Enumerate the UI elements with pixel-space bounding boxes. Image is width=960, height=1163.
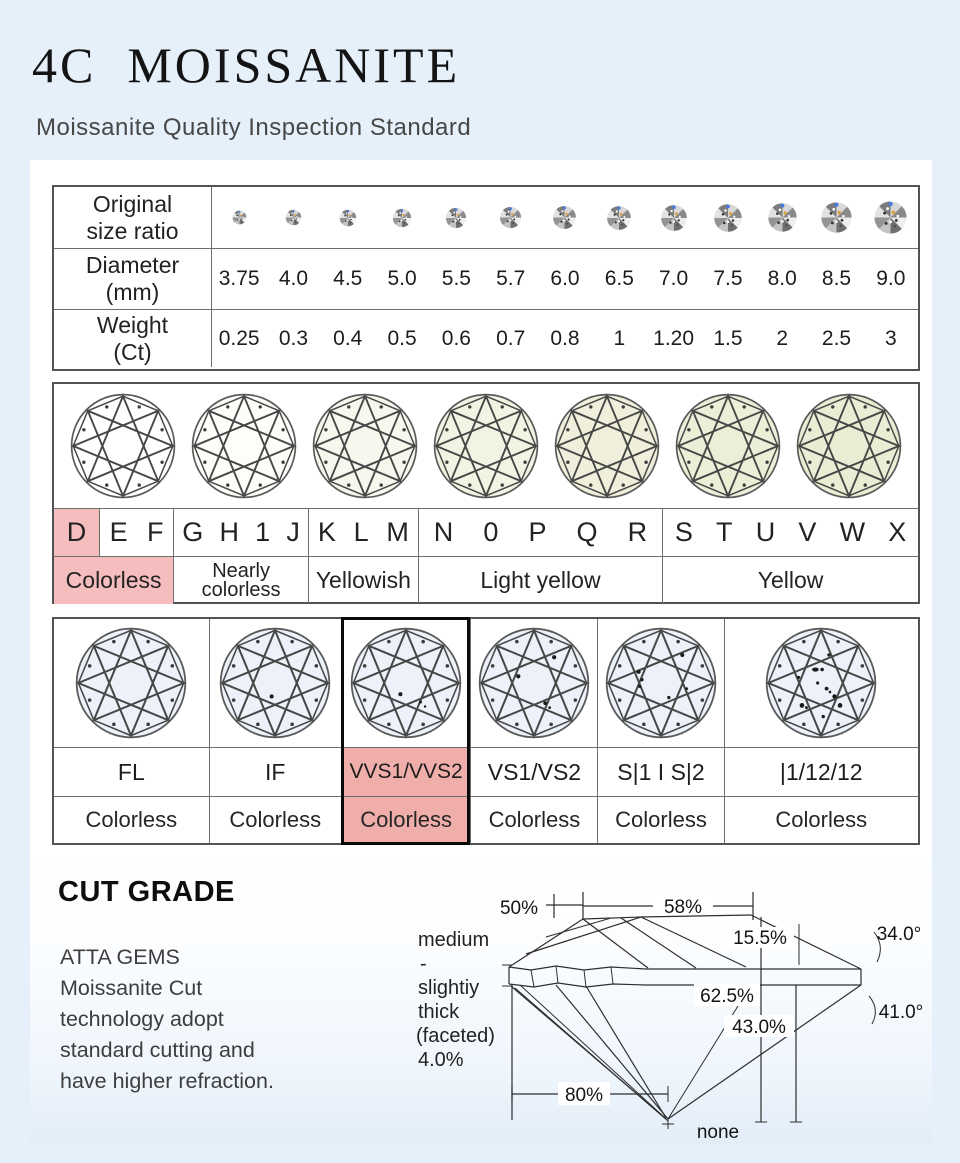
girdle-note-line: (faceted) [416, 1025, 495, 1047]
moissanite-photo-icon [713, 203, 743, 233]
weight-value: 1 [592, 309, 646, 367]
cut-grade-heading: CUT GRADE [58, 876, 235, 908]
clarity-grade-si: S|1 I S|2 [597, 747, 723, 796]
row-header-original-size [54, 187, 212, 248]
clarity-grade-vvs: VVS1/VVS2 [341, 747, 471, 796]
color-grade-letter: M [386, 517, 409, 547]
header-line: size ratio [86, 217, 179, 244]
label-34deg: 34.0° [876, 924, 922, 945]
clarity-gem-cell [54, 619, 209, 747]
diameter-value: 5.0 [375, 248, 429, 309]
color-grade-letter: P [528, 517, 547, 547]
diameter-value: 6.5 [592, 248, 646, 309]
weight-value: 0.8 [538, 309, 592, 367]
category-label: colorless [201, 578, 281, 601]
category-label: Yellow [757, 567, 824, 593]
moissanite-photo-icon [339, 209, 357, 227]
gem-size-cell [646, 187, 700, 248]
clarity-gem-cell [470, 619, 597, 747]
clarity-diamond-icon [478, 627, 590, 739]
gem-size-cell [429, 187, 483, 248]
diameter-value: 8.0 [755, 248, 809, 309]
gem-size-cell [538, 187, 592, 248]
category-label: Light yellow [480, 567, 601, 593]
label-43pct: 43.0% [732, 1017, 786, 1038]
label-80pct: 80% [564, 1085, 604, 1106]
color-category-nearly-colorless [173, 557, 308, 604]
clarity-color-label: Colorless [470, 796, 597, 843]
page-title: 4C MOISSANITE [32, 37, 461, 93]
clarity-gem-cell [209, 619, 341, 747]
label-culet: none [696, 1122, 740, 1143]
gem-size-cell [321, 187, 375, 248]
color-grade-letter: V [798, 517, 817, 547]
color-category-yellow [662, 557, 918, 604]
weight-value: 0.6 [429, 309, 483, 367]
clarity-gem-cell [597, 619, 723, 747]
diamond-top-view-icon [191, 393, 297, 499]
moissanite-photo-icon [552, 205, 577, 230]
clarity-gem-cell [341, 619, 471, 747]
diamond-top-view-icon [312, 393, 418, 499]
color-grade-letter: U [755, 517, 776, 547]
gem-size-cell [755, 187, 809, 248]
header-line: (mm) [105, 279, 160, 305]
diameter-value: 7.5 [701, 248, 755, 309]
weight-value: 2.5 [809, 309, 863, 367]
category-label: Yellowish [315, 567, 411, 593]
clarity-color-label: Colorless [597, 796, 723, 843]
clarity-color-label: Colorless [341, 796, 471, 843]
color-grade-letter: E [109, 517, 128, 547]
diameter-value: 8.5 [809, 248, 863, 309]
moissanite-photo-icon [232, 210, 247, 225]
girdle-note-line: thick [418, 1001, 460, 1023]
diameter-value: 4.5 [321, 248, 375, 309]
diameter-value: 5.5 [429, 248, 483, 309]
header-line: (Ct) [113, 338, 152, 365]
color-grade-table [52, 382, 920, 604]
moissanite-photo-icon [285, 209, 302, 226]
color-grade-letter: N [433, 517, 454, 547]
color-grade-group-nopqr [418, 509, 663, 556]
cut-profile-diagram [406, 872, 954, 1160]
label-62-5pct: 62.5% [700, 986, 754, 1007]
color-grade-letter: L [353, 517, 369, 547]
clarity-color-label: Colorless [724, 796, 918, 843]
diameter-value: 4.0 [266, 248, 320, 309]
color-grade-letter: W [839, 517, 866, 547]
moissanite-photo-icon [499, 206, 522, 229]
girdle-note-line: medium [418, 929, 490, 951]
paragraph-line: have higher refraction. [60, 1069, 274, 1093]
diameter-value: 5.7 [484, 248, 538, 309]
clarity-diamond-icon [765, 627, 877, 739]
color-category-yellowish [308, 557, 418, 604]
color-grade-letter: G [182, 517, 204, 547]
diameter-value: 9.0 [864, 248, 918, 309]
category-label: Nearly [212, 559, 270, 582]
gem-size-cell [266, 187, 320, 248]
color-grade-letter: 1 [255, 517, 271, 547]
color-grade-letter: K [317, 517, 336, 547]
diamond-top-view-icon [70, 393, 176, 499]
color-grade-letter: J [286, 517, 300, 547]
moissanite-photo-icon [606, 205, 632, 231]
row-header-diameter [54, 248, 212, 309]
category-label: Colorless [65, 567, 162, 593]
weight-value: 1.5 [701, 309, 755, 367]
girdle-note-line: - [420, 953, 427, 975]
page-subtitle: Moissanite Quality Inspection Standard [36, 114, 472, 141]
cut-grade-paragraph [60, 942, 330, 1097]
moissanite-photo-icon [767, 202, 798, 233]
paragraph-line: standard cutting and [60, 1038, 255, 1062]
weight-value: 0.3 [266, 309, 320, 367]
color-grade-letter: R [627, 517, 648, 547]
row-header-weight [54, 309, 212, 367]
diamond-top-view-icon [796, 393, 902, 499]
clarity-diamond-icon [350, 627, 462, 739]
color-grade-letter: F [147, 517, 164, 547]
weight-value: 0.4 [321, 309, 375, 367]
color-grade-group-ef [99, 509, 173, 556]
clarity-gem-cell [724, 619, 918, 747]
clarity-grade-fl: FL [54, 747, 209, 796]
moissanite-photo-icon [660, 204, 688, 232]
color-labels-row [54, 557, 918, 604]
color-grade-letter: T [716, 517, 733, 547]
clarity-color-label: Colorless [209, 796, 341, 843]
diamond-top-view-icon [675, 393, 781, 499]
weight-value: 3 [864, 309, 918, 367]
header-line: Diameter [85, 252, 180, 278]
weight-value: 2 [755, 309, 809, 367]
label-50pct: 50% [499, 898, 539, 919]
gem-size-cell [701, 187, 755, 248]
clarity-table [52, 617, 920, 845]
color-category-colorless [54, 557, 173, 604]
diameter-value: 3.75 [212, 248, 266, 309]
color-grade-letter: 0 [483, 517, 499, 547]
diamond-top-view-icon [433, 393, 539, 499]
color-grade-letter: X [888, 517, 907, 547]
paragraph-line: ATTA GEMS [60, 945, 180, 969]
gem-size-cell [864, 187, 918, 248]
label-41deg: 41.0° [878, 1002, 924, 1023]
color-letters-row [54, 509, 918, 557]
color-grade-group-d [54, 509, 99, 556]
moissanite-photo-icon [873, 200, 908, 235]
label-15-5pct: 15.5% [733, 928, 787, 949]
clarity-color-label: Colorless [54, 796, 209, 843]
clarity-diamond-icon [605, 627, 717, 739]
clarity-grade-vs: VS1/VS2 [470, 747, 597, 796]
color-grade-letter: Q [576, 517, 598, 547]
color-grade-letter: D [66, 517, 87, 547]
color-gem-row [54, 384, 918, 509]
moissanite-photo-icon [445, 207, 467, 229]
diameter-value: 7.0 [646, 248, 700, 309]
moissanite-photo-icon [820, 201, 853, 234]
color-grade-letter: H [219, 517, 239, 547]
paragraph-line: Moissanite Cut [60, 976, 203, 1000]
color-grade-group-ghij [173, 509, 308, 556]
color-grade-group-stuvwx [662, 509, 918, 556]
color-grade-group-klm [308, 509, 418, 556]
gem-size-cell [592, 187, 646, 248]
color-category-light-yellow [418, 557, 663, 604]
diameter-value: 6.0 [538, 248, 592, 309]
diamond-top-view-icon [554, 393, 660, 499]
weight-value: 0.5 [375, 309, 429, 367]
header-line: Weight [96, 311, 169, 338]
weight-value: 0.7 [484, 309, 538, 367]
weight-value: 1.20 [646, 309, 700, 367]
girdle-note-line: slightiy [418, 977, 480, 999]
clarity-grade-i: |1/12/12 [724, 747, 918, 796]
size-weight-table [52, 185, 920, 371]
label-58pct: 58% [663, 897, 703, 918]
clarity-grade-if: IF [209, 747, 341, 796]
girdle-note-line: 4.0% [418, 1049, 464, 1071]
gem-size-cell [809, 187, 863, 248]
gem-size-cell [484, 187, 538, 248]
color-grade-letter: S [674, 517, 693, 547]
header-line: Original [92, 190, 173, 217]
weight-value: 0.25 [212, 309, 266, 367]
moissanite-photo-icon [392, 208, 412, 228]
clarity-diamond-icon [219, 627, 331, 739]
gem-size-cell [212, 187, 266, 248]
clarity-diamond-icon [75, 627, 187, 739]
paragraph-line: technology adopt [60, 1007, 224, 1031]
gem-size-cell [375, 187, 429, 248]
